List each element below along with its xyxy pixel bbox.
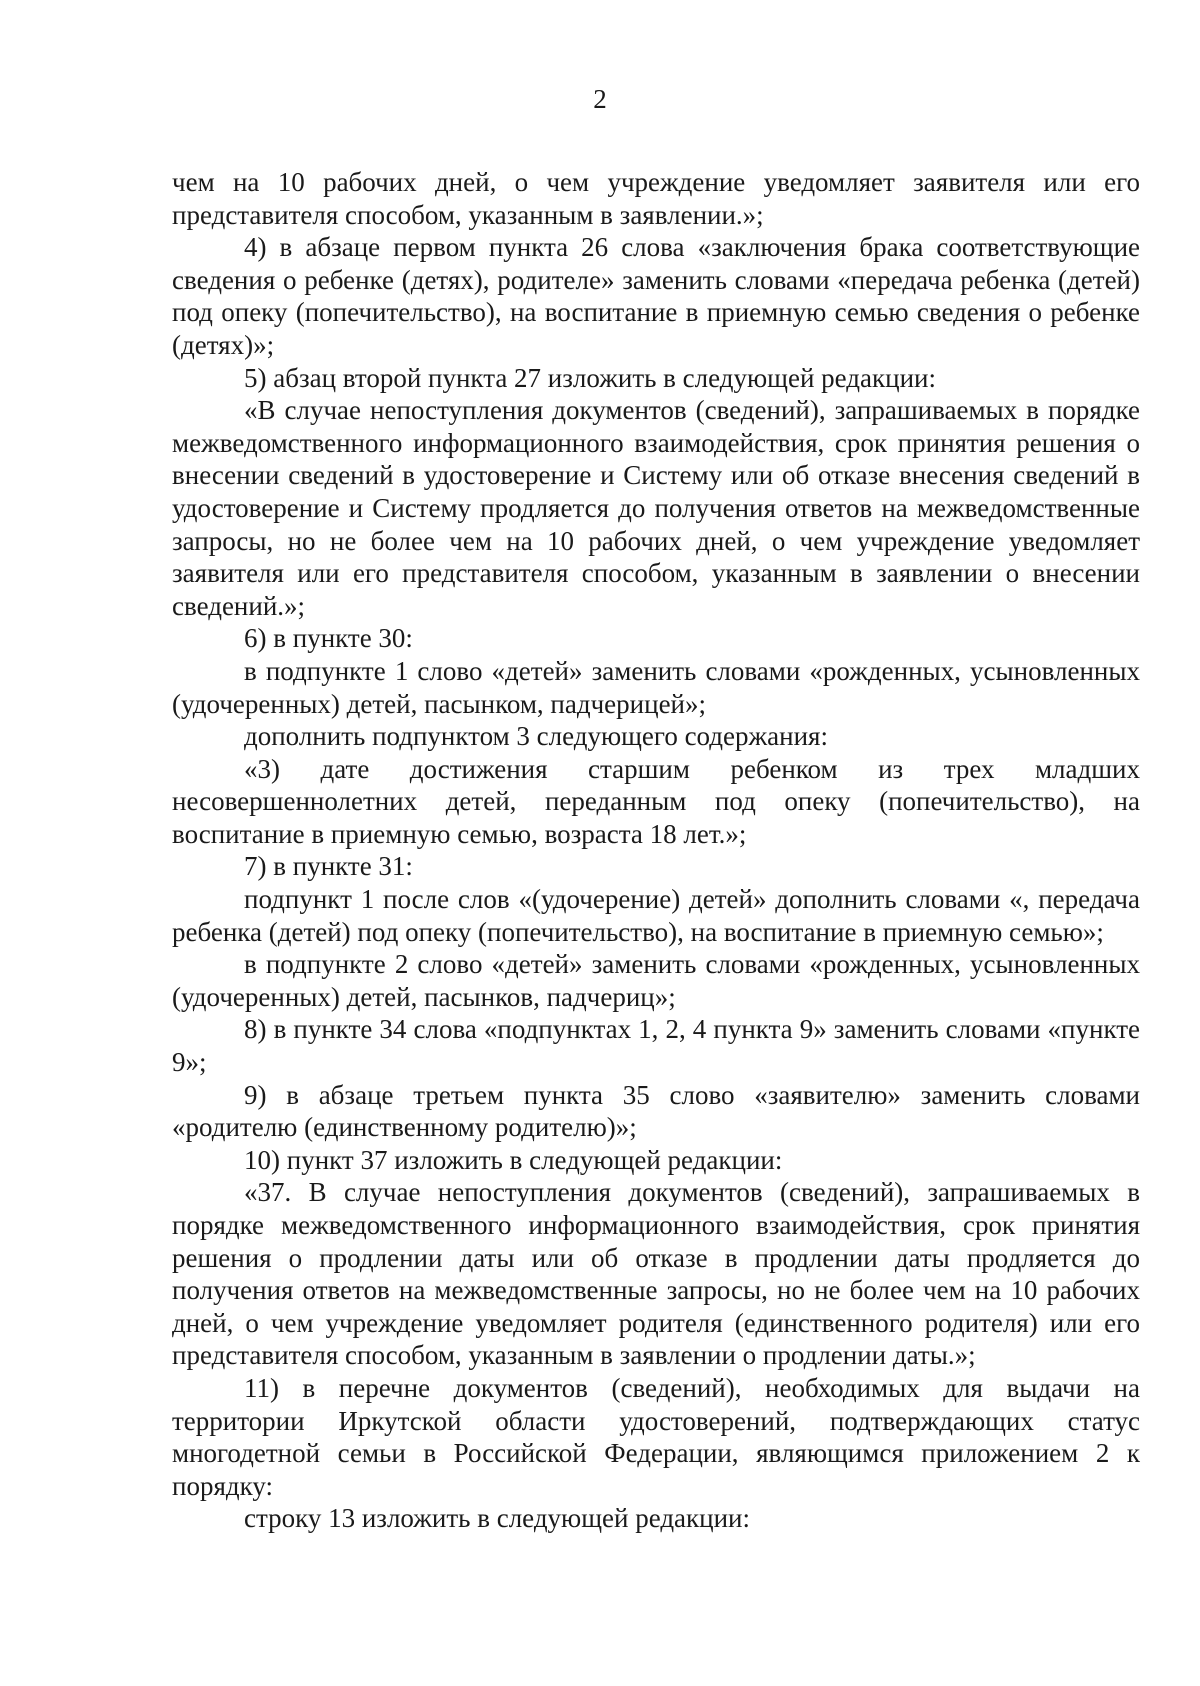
document-body <box>172 166 1140 1535</box>
paragraph-item-6-add: дополнить подпунктом 3 следующего содержания: <box>244 721 828 752</box>
paragraph-item-7: 7) в пункте 31: <box>244 851 413 882</box>
paragraph-item-7-sub-1: подпункт 1 после слов «(удочерение) детей» дополнить словами «, передача ребенка (детей) под опеку (попечительство), на воспитание в приемную семью»; <box>172 884 1140 947</box>
paragraph-continuation: чем на 10 рабочих дней, о чем учреждение уведомляет заявителя или его представителя способом, указанным в заявлении.»; <box>172 167 1140 230</box>
paragraph-item-4: 4) в абзаце первом пункта 26 слова «заключения брака соответствующие сведения о ребенке (детях), родителе» заменить словами «передача ребенка (детей) под опеку (попечительство), на воспитание в приемную семью сведения о ребенке (детях)»; <box>172 232 1140 360</box>
paragraph-item-10-text: «37. В случае непоступления документов (сведений), запрашиваемых в порядке межведомственного информационного взаимодействия, срок принятия решения о продлении даты или об отказе в продлении даты продляется до получения ответов на межведомственные запросы, но не более чем на 10 рабочих дней, о чем учреждение уведомляет родителя (единственного родителя) или его представителя способом, указанным в заявлении о продлении даты.»; <box>172 1177 1140 1371</box>
paragraph-item-9: 9) в абзаце третьем пункта 35 слово «заявителю» заменить словами «родителю (единственному родителю)»; <box>172 1079 1140 1143</box>
paragraph-item-6: 6) в пункте 30: <box>244 623 413 654</box>
paragraph-item-6-sub-3: «3) дате достижения старшим ребенком из трех младших несовершеннолетних детей, переданным под опеку (попечительство), на воспитание в приемную семью, возраста 18 лет.»; <box>172 753 1140 849</box>
paragraph-item-6-sub-1: в подпункте 1 слово «детей» заменить словами «рожденных, усыновленных (удочеренных) детей, пасынком, падчерицей»; <box>172 655 1140 719</box>
paragraph-item-5-text: «В случае непоступления документов (сведений), запрашиваемых в порядке межведомственного информационного взаимодействия, срок принятия решения о внесении сведений в удостоверение и Систему или об отказе внесения сведений в удостоверение и Систему продляется до получения ответов на межведомственные запросы, но не более чем на 10 рабочих дней, о чем учреждение уведомляет заявителя или его представителя способом, указанным в заявлении о внесении сведений.»; <box>172 395 1140 621</box>
paragraph-item-10: 10) пункт 37 изложить в следующей редакции: <box>244 1144 783 1175</box>
paragraph-item-11-row-13: строку 13 изложить в следующей редакции: <box>244 1503 751 1534</box>
page-number: 2 <box>593 84 607 114</box>
paragraph-item-5: 5) абзац второй пункта 27 изложить в следующей редакции: <box>244 362 936 393</box>
paragraph-item-11: 11) в перечне документов (сведений), необходимых для выдачи на территории Иркутской области удостоверений, подтверждающих статус многодетной семьи в Российской Федерации, являющимся приложением 2 к порядку: <box>172 1372 1140 1501</box>
paragraph-item-8: 8) в пункте 34 слова «подпунктах 1, 2, 4 пункта 9» заменить словами «пункте 9»; <box>172 1014 1140 1078</box>
paragraph-item-7-sub-2: в подпункте 2 слово «детей» заменить словами «рожденных, усыновленных (удочеренных) детей, пасынков, падчериц»; <box>172 949 1140 1012</box>
